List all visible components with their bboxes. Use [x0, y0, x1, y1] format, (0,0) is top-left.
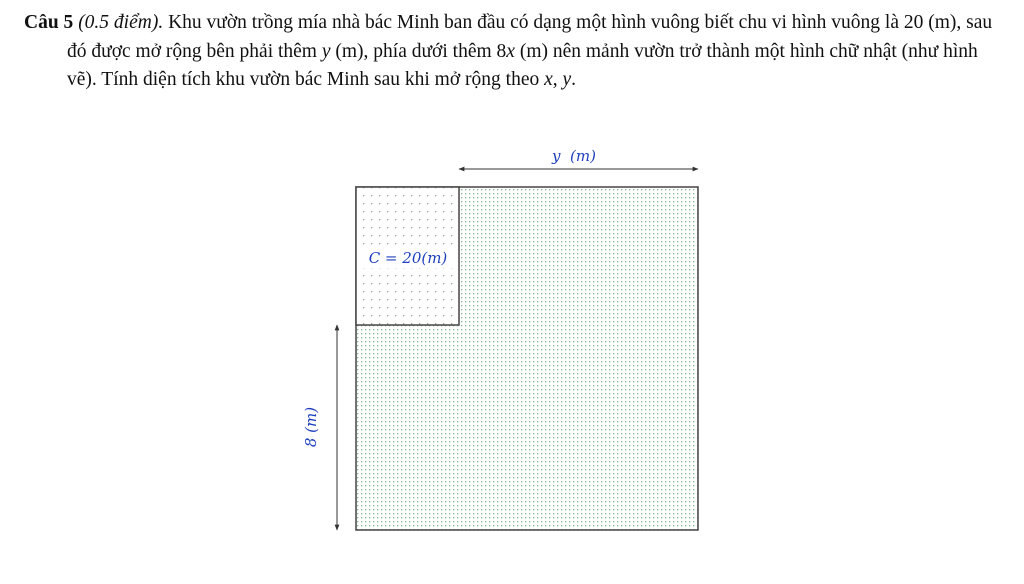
math-var-y: y [321, 40, 331, 62]
math-var-x-2: x [544, 69, 553, 90]
math-var-x: x [506, 40, 515, 62]
math-var-y-2: y [562, 69, 572, 90]
left-dimension-label: 8 (m) [302, 406, 320, 448]
problem-text-2: (m), phía dưới thêm 8 [330, 40, 507, 62]
top-dimension-label: y (m) [552, 147, 596, 165]
perimeter-label: C = 20(m) [368, 249, 448, 267]
question-label: Câu 5 [24, 12, 74, 33]
sentence-end: . [571, 69, 577, 90]
separator: , [552, 69, 563, 90]
problem-text-1: Khu vườn trồng mía nhà bác Minh ban đầu có dạng một hình vuông biết chu vi hình vuông là 20 (m), sau đó được mở rộng bên phải thêm [67, 12, 993, 62]
problem-text-3: (m) nên mảnh vườn trở thành một hình chữ nhật (như hình vẽ). Tính diện tích khu vườn bác Minh sau khi mở rộng theo [67, 40, 978, 90]
question-points: (0.5 điểm). [78, 12, 164, 33]
